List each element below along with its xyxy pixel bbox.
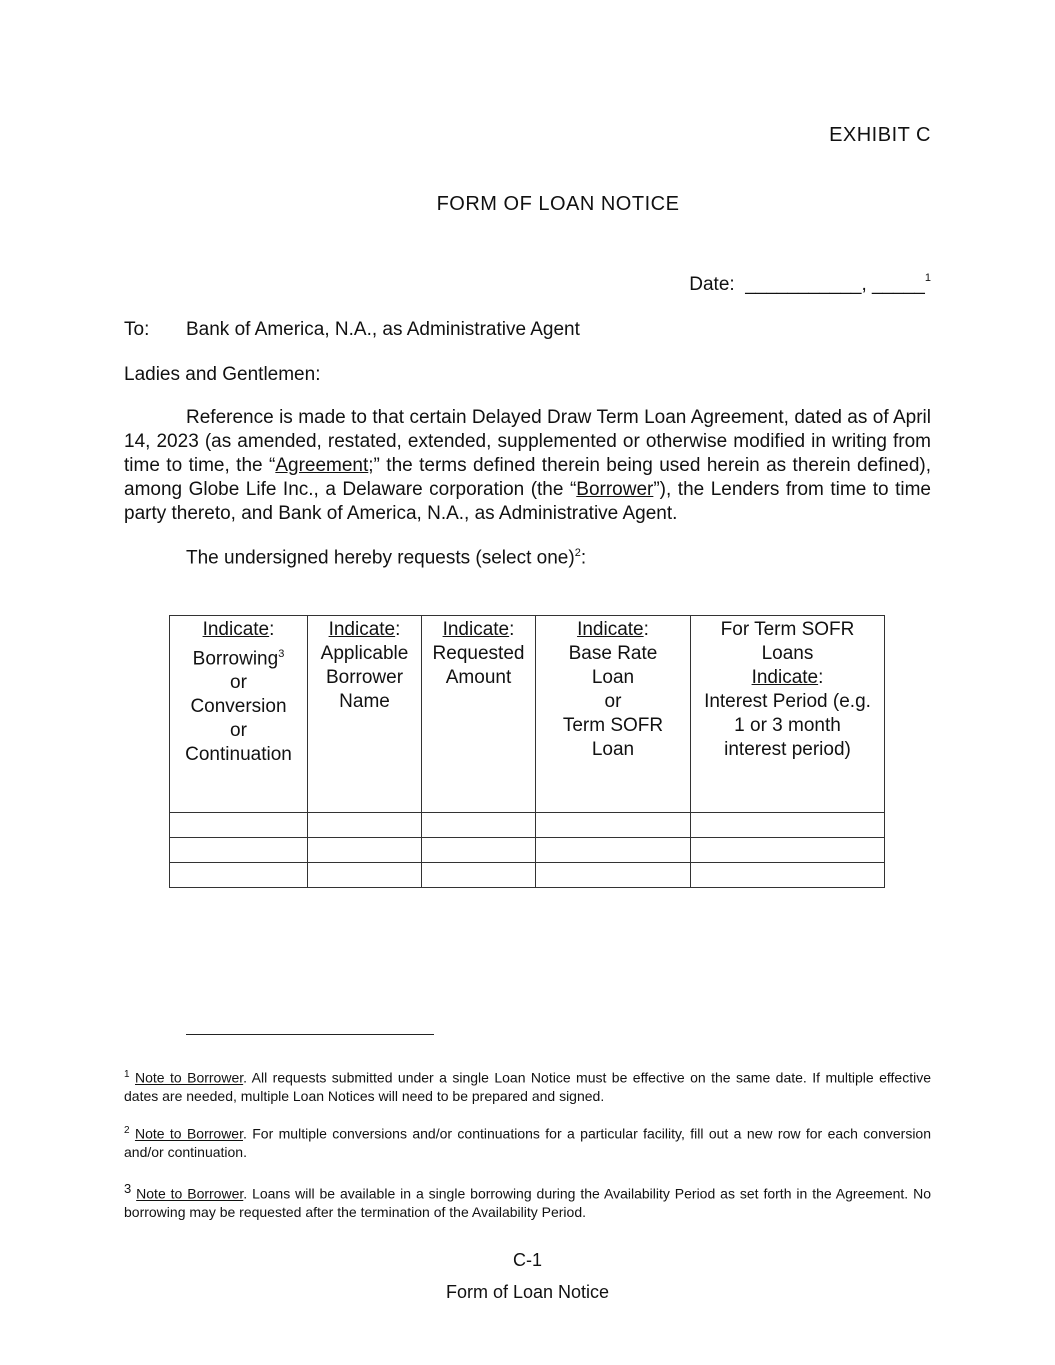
table-cell[interactable] [170, 813, 308, 838]
reference-paragraph [124, 406, 931, 526]
table-cell[interactable] [691, 838, 885, 863]
header-line: For Term SOFR [720, 619, 855, 640]
header-requested-amount [422, 616, 536, 813]
loan-request-table [169, 615, 885, 888]
table-cell[interactable] [308, 863, 422, 888]
header-line: Interest Period (e.g. [704, 691, 871, 712]
header-interest-period [691, 616, 885, 813]
table-cell[interactable] [170, 838, 308, 863]
indicate-label: Indicate [202, 619, 270, 640]
table-cell[interactable] [308, 813, 422, 838]
footer-title: Form of Loan Notice [445, 1282, 610, 1302]
footnote-text: . For multiple conversions and/or continuations for a particular facility, fill out a new row for each conversion and/or continuation. [124, 1125, 932, 1160]
date-label: Date: [689, 274, 735, 295]
table-cell[interactable] [691, 863, 885, 888]
indicate-label: Indicate [751, 667, 819, 688]
header-line: 1 or 3 month [734, 715, 841, 736]
paragraph-part-2: ;” the terms defined therein being used herein as therein defined), among Globe Life Inc., a Delaware corporation (the “ [124, 455, 931, 500]
header-line: or [230, 672, 247, 694]
to-label: To: [124, 319, 150, 340]
footnote-label: Note to Borrower [136, 1185, 244, 1202]
table-cell[interactable] [422, 813, 536, 838]
header-line: Base Rate [568, 643, 658, 664]
date-line [689, 274, 931, 296]
footnote-text: . Loans will be available in a single borrowing during the Availability Period as set forth in the Agreement. No borrowing may be requested after the termination of the Availability Period. [124, 1185, 931, 1220]
table-cell[interactable] [536, 863, 691, 888]
header-line: Conversion [190, 696, 287, 718]
header-line: or [604, 691, 622, 712]
footnote-number: 3 [124, 1181, 132, 1196]
page-number: C-1 [512, 1250, 542, 1270]
footnote-text: . All requests submitted under a single Loan Notice must be effective on the same date. If multiple effective dates are needed, multiple Loan Notices will need to be prepared and signed. [124, 1069, 931, 1104]
table-row [170, 813, 885, 838]
defined-term-borrower: Borrower [576, 479, 654, 500]
exhibit-label: EXHIBIT C [829, 124, 931, 146]
footnote-ref-2: 2 [574, 547, 581, 559]
date-blank: ___________, _____ [745, 274, 925, 295]
request-text: The undersigned hereby requests (select one) [186, 547, 575, 569]
table-cell[interactable] [170, 863, 308, 888]
header-line: Loan [591, 667, 635, 688]
footnote-2 [124, 1122, 931, 1161]
header-line: Amount [445, 667, 512, 688]
table-header-row [170, 616, 885, 813]
colon: : [643, 619, 649, 640]
footnote-label: Note to Borrower [134, 1125, 243, 1142]
paragraph-part-3: ”), the Lenders from time to time party thereto, and Bank of America, N.A., as Administrative Agent. [124, 479, 931, 524]
table-cell[interactable] [422, 863, 536, 888]
indicate-label: Indicate [328, 619, 396, 640]
defined-term-agreement: Agreement [275, 455, 369, 476]
document-title: FORM OF LOAN NOTICE [436, 193, 680, 215]
header-line: Loans [761, 643, 814, 664]
header-line: Term SOFR [562, 715, 664, 736]
table-cell[interactable] [422, 838, 536, 863]
header-line: Loan [591, 739, 635, 760]
to-recipient: Bank of America, N.A., as Administrative Agent [186, 319, 580, 340]
table-cell[interactable] [536, 813, 691, 838]
header-line: Continuation [185, 744, 292, 766]
header-line: Applicable [320, 643, 409, 664]
footnote-number: 2 [124, 1125, 130, 1136]
table-cell[interactable] [308, 838, 422, 863]
indicate-label: Indicate [442, 619, 510, 640]
paragraph-part-1: Reference is made to that certain Delayed Draw Term Loan Agreement, dated as of April 14, 2023 (as amended, restated, extended, supplemented or otherwise modified in writing from time to time, the “ [124, 407, 931, 476]
colon: : [818, 667, 824, 688]
footnote-1 [124, 1066, 931, 1105]
header-line: or [230, 720, 247, 742]
request-suffix: : [580, 547, 587, 569]
table-cell[interactable] [536, 838, 691, 863]
request-line [186, 547, 586, 569]
colon: : [269, 619, 275, 640]
table-row [170, 863, 885, 888]
table-cell[interactable] [691, 813, 885, 838]
salutation: Ladies and Gentlemen: [124, 364, 321, 385]
header-line: Name [339, 691, 390, 712]
indicate-label: Indicate [577, 619, 644, 640]
colon: : [509, 619, 515, 640]
header-line: Borrowing [192, 648, 279, 670]
header-line: Requested [432, 643, 525, 664]
header-borrower-name [308, 616, 422, 813]
header-loan-type [536, 616, 691, 813]
header-borrowing-type [170, 616, 308, 813]
footnote-3 [124, 1180, 931, 1221]
footnote-ref-1: 1 [924, 272, 931, 284]
footnote-label: Note to Borrower [135, 1069, 244, 1086]
header-line: interest period) [724, 739, 851, 760]
footnote-ref-3: 3 [278, 648, 285, 660]
table-row [170, 838, 885, 863]
footnote-separator [186, 1034, 434, 1035]
header-line: Borrower [325, 667, 404, 688]
footnote-number: 1 [124, 1069, 130, 1080]
colon: : [395, 619, 401, 640]
